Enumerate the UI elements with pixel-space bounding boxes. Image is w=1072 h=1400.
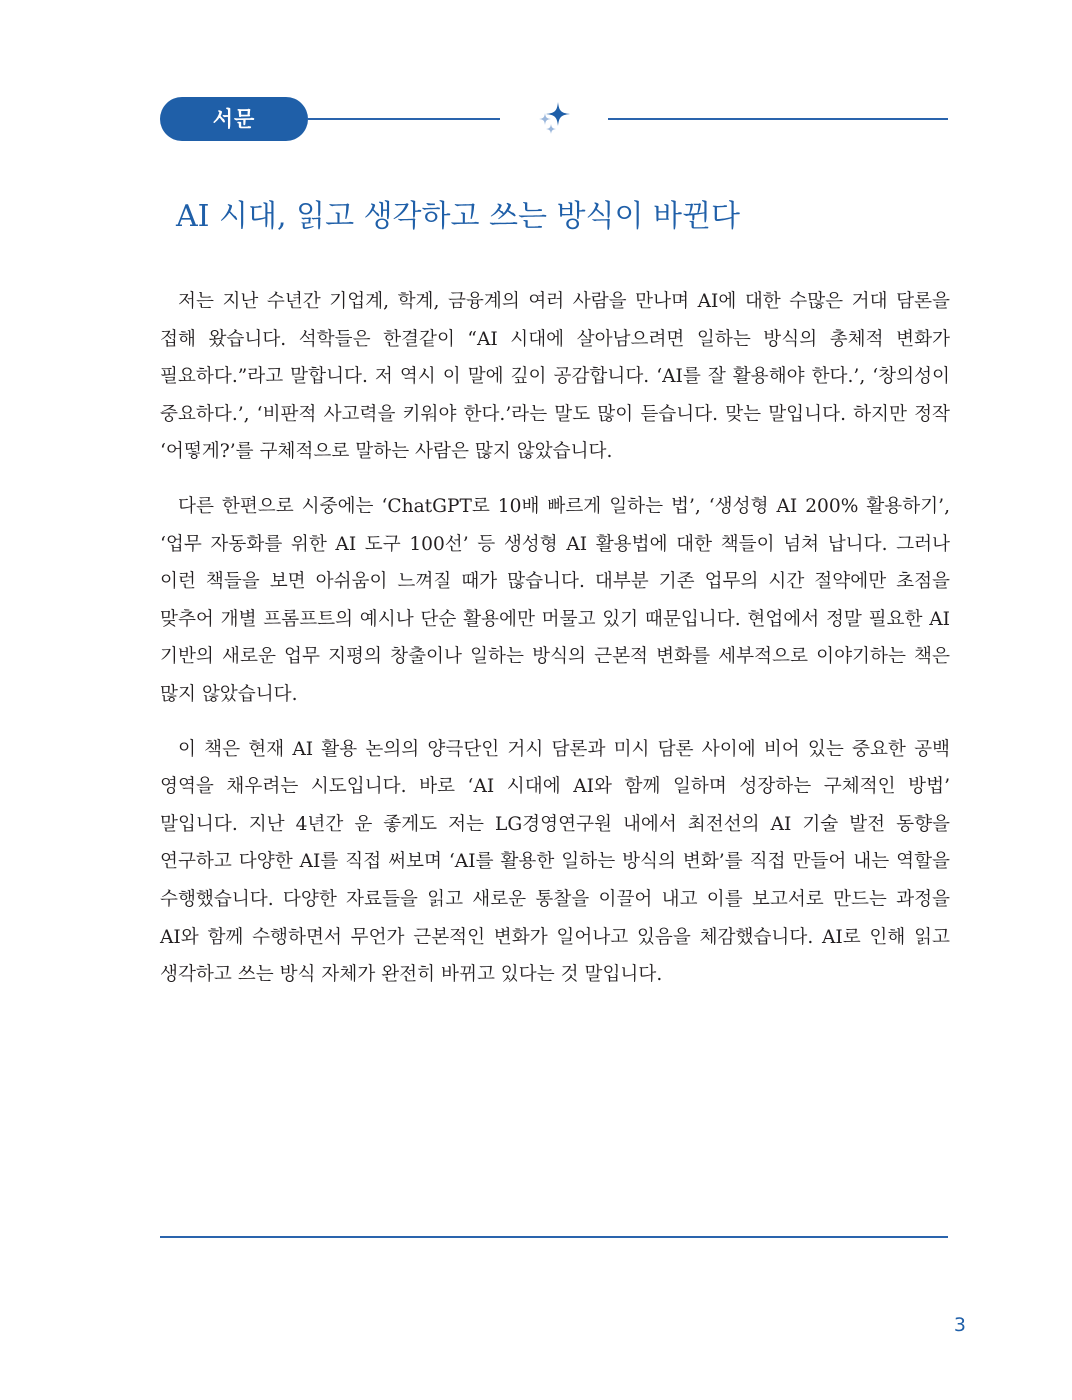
header-rule-right bbox=[608, 118, 948, 120]
paragraph-1: 저는 지난 수년간 기업계, 학계, 금융계의 여러 사람을 만나며 AI에 대한 수많은 거대 담론을 접해 왔습니다. 석학들은 한결같이 “AI 시대에 살아남으려면 일하는 방식의 총체적 변화가 필요하다.”라고 말합니다. 저 역시 이 말에 깊이 공감합니다. ‘AI를 잘 활용해야 한다.’, ‘창의성이 중요하다.’, ‘비판적 사고력을 키워야 한다.’라는 말도 많이 듣습니다. 맞는 말입니다. 하지만 정작 ‘어떻게?’를 구체적으로 말하는 사람은 많지 않았습니다. bbox=[160, 291, 950, 463]
footer-rule bbox=[160, 1236, 948, 1238]
chapter-title: AI 시대, 읽고 생각하고 쓰는 방식이 바뀐다 bbox=[176, 199, 740, 234]
section-header bbox=[160, 97, 948, 141]
section-label-badge: 서문 bbox=[160, 97, 308, 141]
paragraph-3: 이 책은 현재 AI 활용 논의의 양극단인 거시 담론과 미시 담론 사이에 비어 있는 중요한 공백 영역을 채우려는 시도입니다. 바로 ‘AI 시대에 AI와 함께 일하며 성장하는 구체적인 방법’ 말입니다. 지난 4년간 운 좋게도 저는 LG경영연구원 내에서 최전선의 AI 기술 발전 동향을 연구하고 다양한 AI를 직접 써보며 ‘AI를 활용한 일하는 방식의 변화’를 직접 만들어 내는 역할을 수행했습니다. 다양한 자료들을 읽고 새로운 통찰을 이끌어 내고 이를 보고서로 만드는 과정을 AI와 함께 수행하면서 무언가 근본적인 변화가 일어나고 있음을 체감했습니다. AI로 인해 읽고 생각하고 쓰는 방식 자체가 완전히 바뀌고 있다는 것 말입니다. bbox=[160, 738, 950, 986]
body-text bbox=[160, 283, 950, 1011]
page-number: 3 bbox=[953, 1314, 966, 1336]
sparkle-icon bbox=[534, 99, 574, 139]
paragraph-2: 다른 한편으로 시중에는 ‘ChatGPT로 10배 빠르게 일하는 법’, ‘생성형 AI 200% 활용하기’, ‘업무 자동화를 위한 AI 도구 100선’ 등 생성형 AI 활용법에 대한 책들이 넘쳐 납니다. 그러나 이런 책들을 보면 아쉬움이 느껴질 때가 많습니다. 대부분 기존 업무의 시간 절약에만 초점을 맞추어 개별 프롬프트의 예시나 단순 활용에만 머물고 있기 때문입니다. 현업에서 정말 필요한 AI 기반의 새로운 업무 지평의 창출이나 일하는 방식의 근본적 변화를 세부적으로 이야기하는 책은 많지 않았습니다. bbox=[160, 495, 950, 705]
header-rule-left bbox=[308, 118, 500, 120]
